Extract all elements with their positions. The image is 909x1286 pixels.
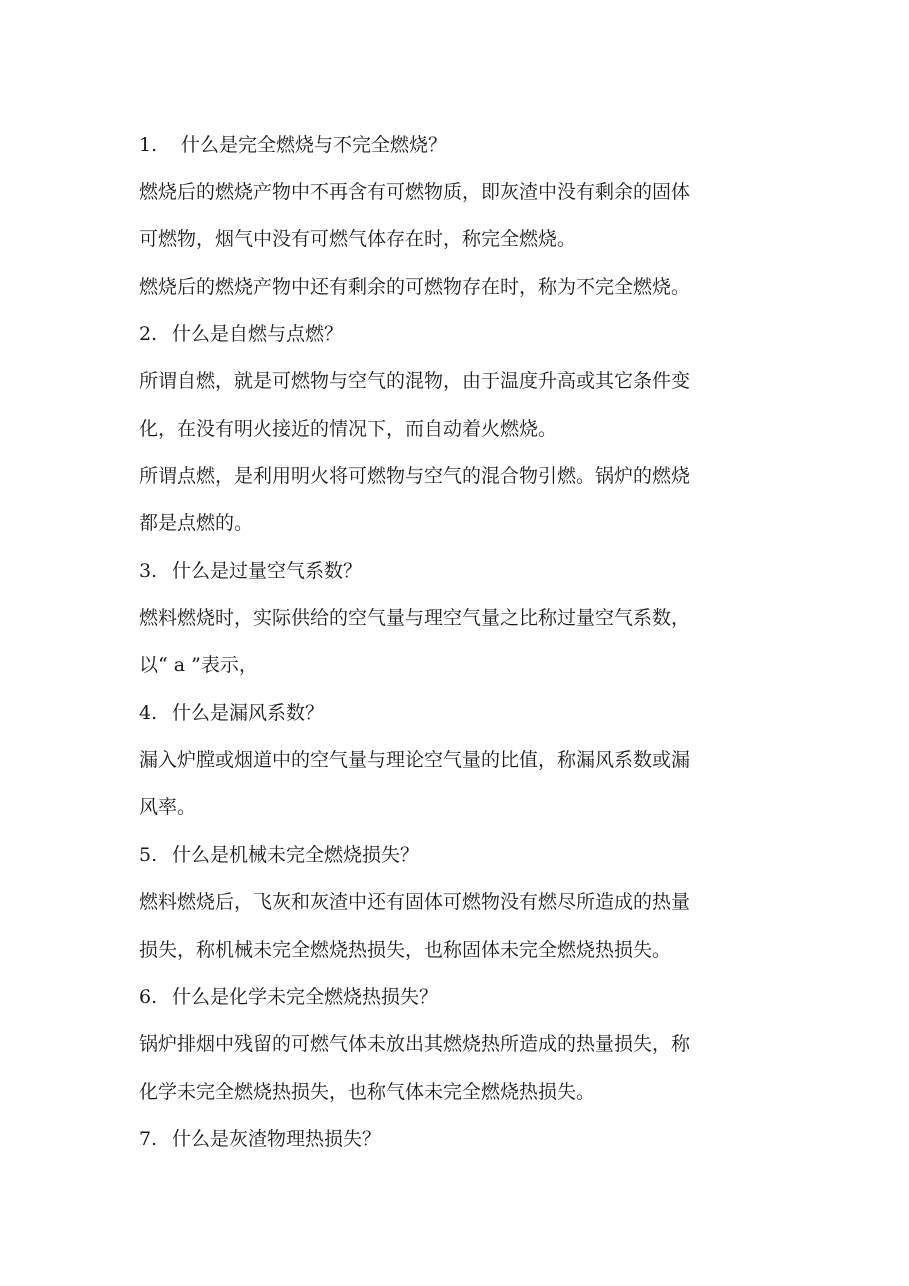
answer-line: 燃料燃烧后，飞灰和灰渣中还有固体可燃物没有燃尽所造成的热量 <box>139 891 691 913</box>
question-text: 什么是完全燃烧与不完全燃烧？ <box>181 134 448 156</box>
answer-line: 所谓点燃，是利用明火将可燃物与空气的混合物引燃。锅炉的燃烧 <box>139 465 691 487</box>
question-heading <box>139 130 779 160</box>
answer-line: 燃料燃烧时，实际供给的空气量与理空气量之比称过量空气系数， <box>139 607 691 629</box>
question-heading <box>139 556 779 586</box>
answer-line: 风率。 <box>139 796 197 818</box>
question-text: 什么是灰渣物理热损失？ <box>172 1128 382 1150</box>
question-number: 3. <box>139 560 158 582</box>
question-heading <box>139 698 779 728</box>
question-number: 5. <box>139 844 158 866</box>
question-heading <box>139 319 779 349</box>
question-number: 2. <box>139 323 158 345</box>
answer-line: 燃烧后的燃烧产物中不再含有可燃物质，即灰渣中没有剩余的固体 <box>139 181 691 203</box>
answer-line: 漏入炉膛或烟道中的空气量与理论空气量的比值，称漏风系数或漏 <box>139 749 691 771</box>
question-text: 什么是机械未完全燃烧损失？ <box>172 844 420 866</box>
question-number: 7. <box>139 1128 158 1150</box>
question-heading <box>139 982 779 1012</box>
answer-line: 损失，称机械未完全燃烧热损失，也称固体未完全燃烧热损失。 <box>139 939 672 961</box>
answer-line: 锅炉排烟中残留的可燃气体未放出其燃烧热所造成的热量损失，称 <box>139 1033 691 1055</box>
answer-line: 化，在没有明火接近的情况下，而自动着火燃烧。 <box>139 418 558 440</box>
question-number: 4. <box>139 702 158 724</box>
answer-line: 燃烧后的燃烧产物中还有剩余的可燃物存在时，称为不完全燃烧。 <box>139 276 691 298</box>
answer-line: 化学未完全燃烧热损失，也称气体未完全燃烧热损失。 <box>139 1081 596 1103</box>
answer-line: 都是点燃的。 <box>139 512 254 534</box>
question-number: 6. <box>139 986 158 1008</box>
question-heading <box>139 1124 779 1154</box>
question-text: 什么是自燃与点燃？ <box>172 323 344 345</box>
answer-line: 所谓自燃，就是可燃物与空气的混物，由于温度升高或其它条件变 <box>139 370 691 392</box>
question-heading <box>139 840 779 870</box>
answer-line: 以“ a ”表示， <box>139 654 258 676</box>
question-number: 1. <box>139 134 158 156</box>
question-text: 什么是化学未完全燃烧热损失？ <box>172 986 439 1008</box>
answer-line: 可燃物，烟气中没有可燃气体存在时，称完全燃烧。 <box>139 228 577 250</box>
question-text: 什么是过量空气系数？ <box>172 560 363 582</box>
question-text: 什么是漏风系数？ <box>172 702 325 724</box>
